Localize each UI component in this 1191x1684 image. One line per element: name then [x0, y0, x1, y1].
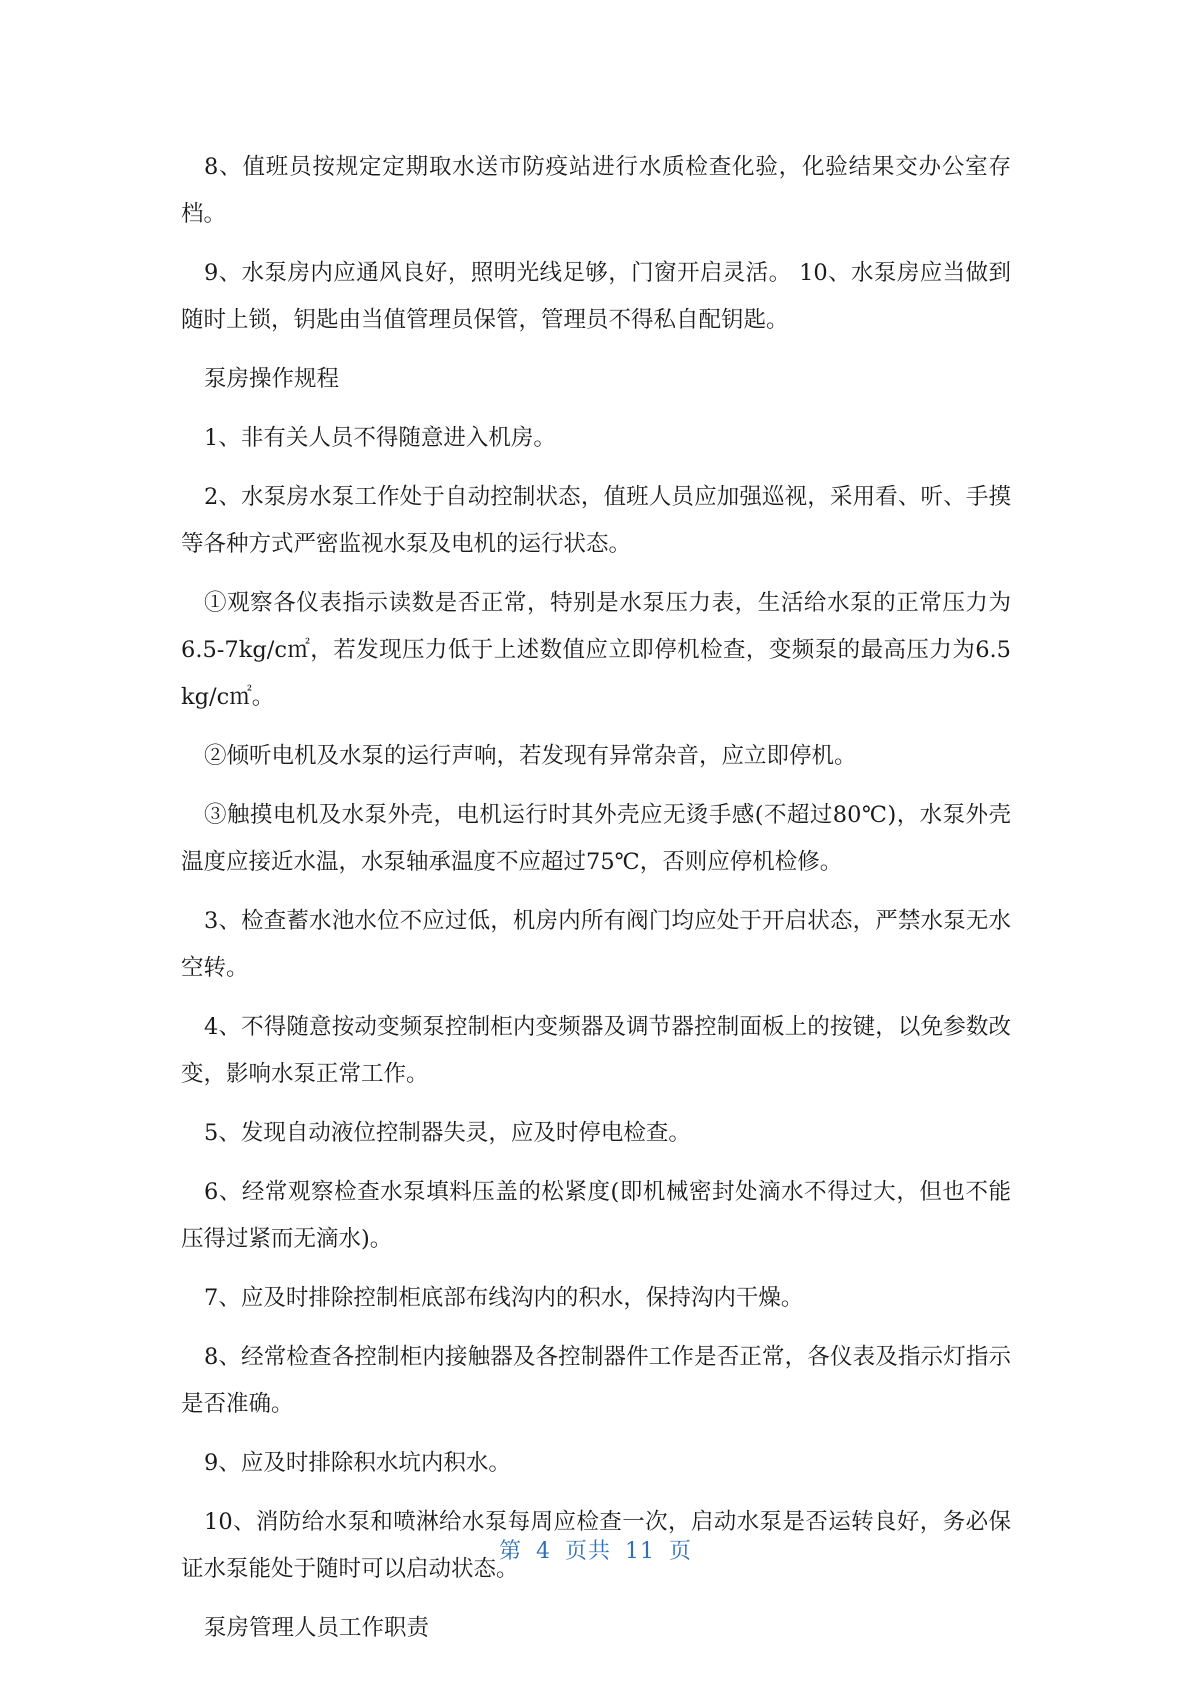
document-body — [181, 144, 1011, 1664]
footer-total-pages: 11 — [625, 1539, 655, 1564]
paragraph: 5、发现自动液位控制器失灵，应及时停电检查。 — [204, 1120, 691, 1146]
page-footer — [0, 1534, 1191, 1565]
paragraph: 3、检查蓄水池水位不应过低，机房内所有阀门均应处于开启状态，严禁水泵无水空转。 — [181, 908, 1011, 981]
footer-suffix: 页 — [669, 1539, 693, 1564]
paragraph: 9、水泵房内应通风良好，照明光线足够，门窗开启灵活。 10、水泵房应当做到随时上锁，钥匙由当值管理员保管，管理员不得私自配钥匙。 — [181, 260, 1011, 333]
paragraph: 2、水泵房水泵工作处于自动控制状态，值班人员应加强巡视，采用看、听、手摸等各种方式严密监视水泵及电机的运行状态。 — [181, 484, 1011, 557]
paragraph: ①观察各仪表指示读数是否正常，特别是水泵压力表，生活给水泵的正常压力为6.5-7kg/c㎡，若发现压力低于上述数值应立即停机检查，变频泵的最高压力为6.5kg/c㎡。 — [181, 590, 1011, 710]
section-heading: 泵房管理人员工作职责 — [204, 1615, 430, 1641]
footer-prefix: 第 — [498, 1539, 522, 1564]
paragraph: 1、非有关人员不得随意进入机房。 — [204, 425, 556, 451]
paragraph: ③触摸电机及水泵外壳，电机运行时其外壳应无烫手感(不超过80℃)，水泵外壳温度应接近水温，水泵轴承温度不应超过75℃，否则应停机检修。 — [181, 802, 1011, 875]
section-heading: 泵房操作规程 — [204, 366, 340, 392]
paragraph: ②倾听电机及水泵的运行声响，若发现有异常杂音，应立即停机。 — [204, 743, 857, 769]
footer-middle: 页共 — [564, 1539, 611, 1564]
paragraph: 8、值班员按规定定期取水送市防疫站进行水质检查化验，化验结果交办公室存档。 — [181, 154, 1011, 227]
paragraph: 10、消防给水泵和喷淋给水泵每周应检查一次，启动水泵是否运转良好，务必保证水泵能处于随时可以启动状态。 — [181, 1509, 1011, 1582]
paragraph: 4、不得随意按动变频泵控制柜内变频器及调节器控制面板上的按键，以免参数改变，影响水泵正常工作。 — [181, 1014, 1011, 1087]
paragraph: 7、应及时排除控制柜底部布线沟内的积水，保持沟内干燥。 — [204, 1285, 804, 1311]
paragraph: 6、经常观察检查水泵填料压盖的松紧度(即机械密封处滴水不得过大，但也不能压得过紧而无滴水)。 — [181, 1179, 1011, 1252]
footer-current-page: 4 — [535, 1539, 551, 1564]
paragraph: 9、应及时排除积水坑内积水。 — [204, 1450, 511, 1476]
paragraph: 8、经常检查各控制柜内接触器及各控制器件工作是否正常，各仪表及指示灯指示是否准确。 — [181, 1344, 1011, 1417]
